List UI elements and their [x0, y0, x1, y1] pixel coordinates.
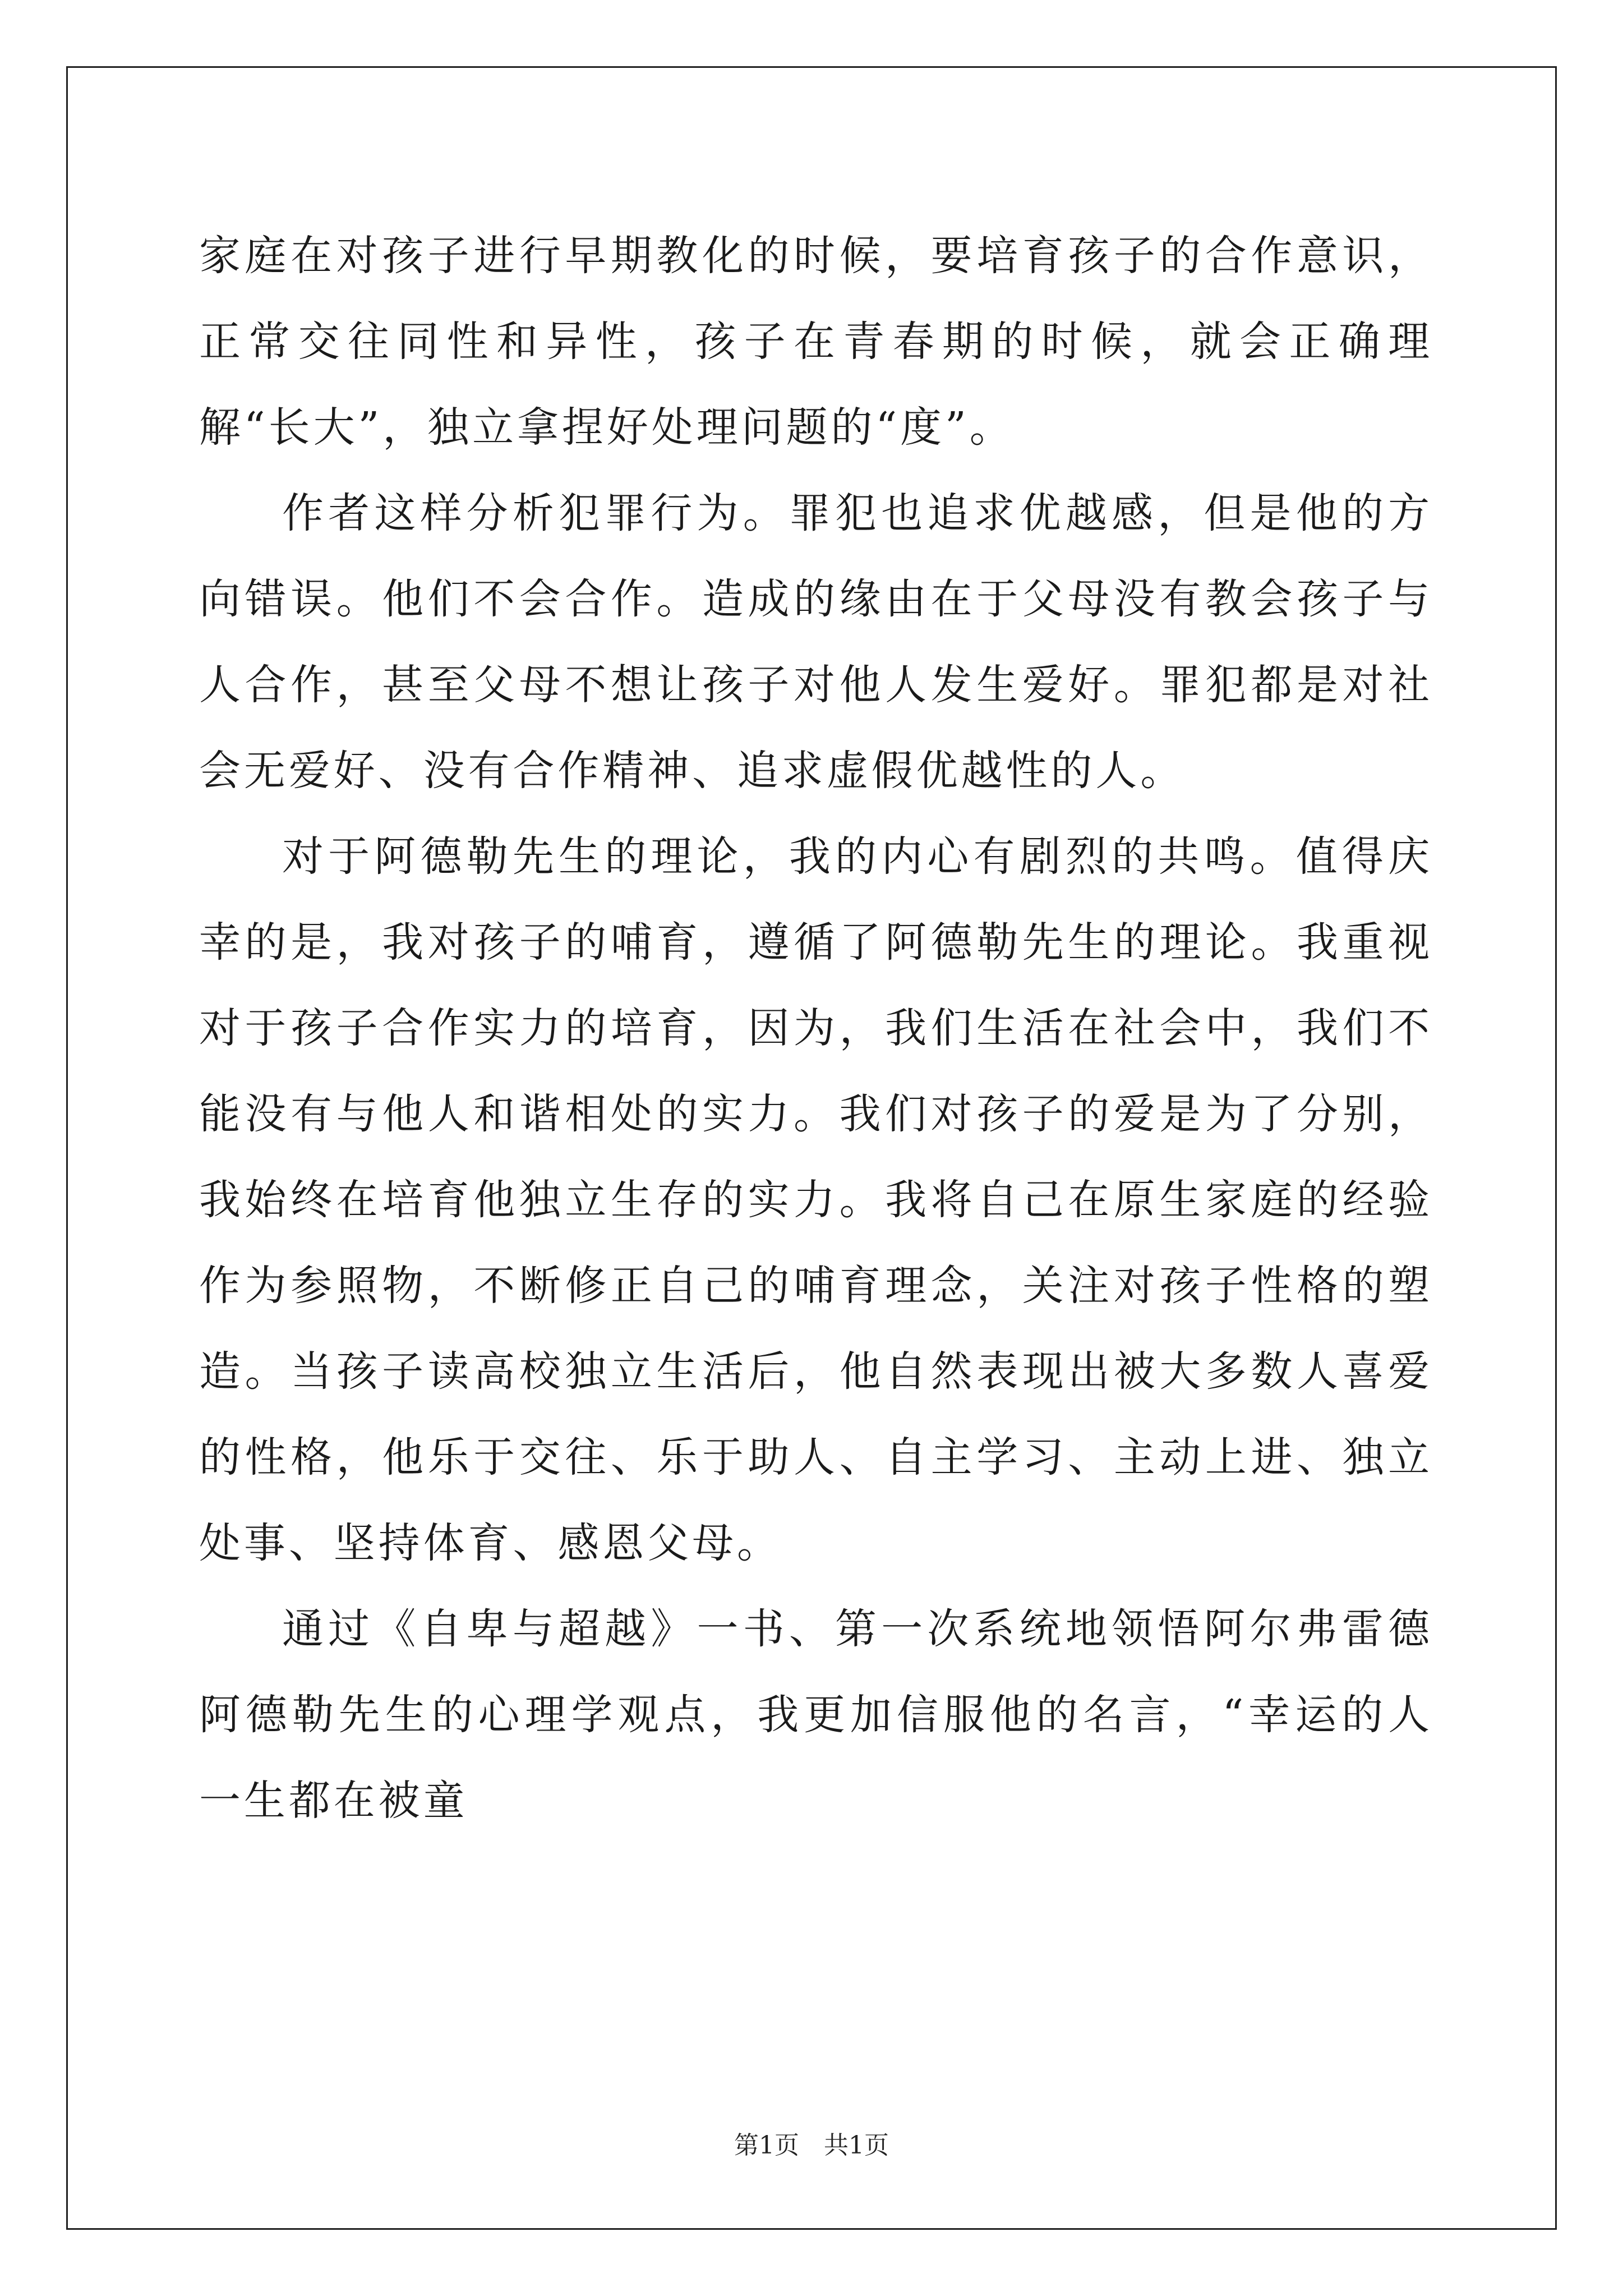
- paragraph-3: 对于阿德勒先生的理论，我的内心有剧烈的共鸣。值得庆幸的是，我对孩子的哺育，遵循了阿德勒先生的理论。我重视对于孩子合作实力的培育，因为，我们生活在社会中，我们不能没有与他人和谐相处的实力。我们对孩子的爱是为了分别，我始终在培育他独立生存的实力。我将自己在原生家庭的经验作为参照物，不断修正自己的哺育理念，关注对孩子性格的塑造。当孩子读高校独立生活后，他自然表现出被大多数人喜爱的性格，他乐于交往、乐于助人、自主学习、主动上进、独立处事、坚持体育、感恩父母。: [199, 832, 1433, 1567]
- paragraph-1: 家庭在对孩子进行早期教化的时候，要培育孩子的合作意识，正常交往同性和异性，孩子在青春期的时候，就会正确理解“长大”，独立拿捏好处理问题的“度”。: [199, 232, 1433, 452]
- paragraph-4: 通过《自卑与超越》一书、第一次系统地领悟阿尔弗雷德阿德勒先生的心理学观点，我更加信服他的名言，“幸运的人一生都在被童: [199, 1605, 1433, 1825]
- page-footer: 第1页 共1页: [734, 2131, 889, 2160]
- paragraph-2: 作者这样分析犯罪行为。罪犯也追求优越感，但是他的方向错误。他们不会合作。造成的缘由在于父母没有教会孩子与人合作，甚至父母不想让孩子对他人发生爱好。罪犯都是对社会无爱好、没有合作精神、追求虚假优越性的人。: [199, 489, 1433, 795]
- document-body: [199, 213, 1433, 1844]
